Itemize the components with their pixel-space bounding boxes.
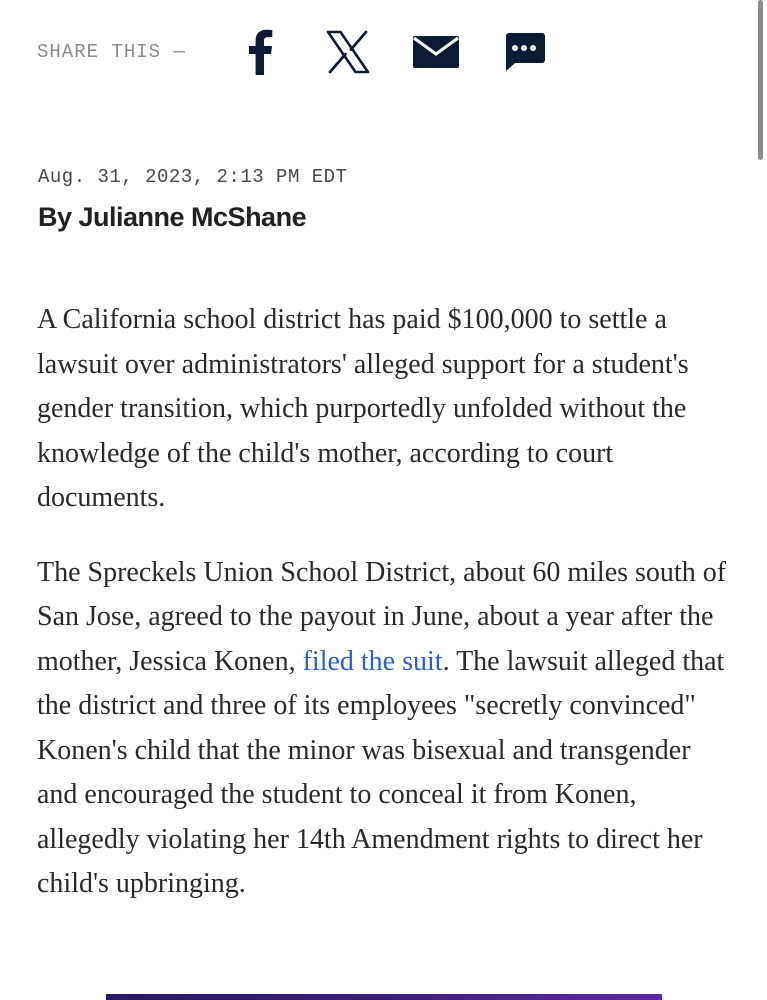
paragraph-text: . The lawsuit alleged that the district and three of its employees "secretly convinced" Konen's child that the minor was bisexual and transgender and encouraged the student to conceal it from Konen, allegedly violating her 14th Amendment rights to direct her child's upbringing.: [37, 645, 725, 899]
filed-the-suit-link[interactable]: filed the suit: [302, 645, 443, 677]
sms-icon[interactable]: [494, 22, 554, 82]
article-body: [37, 298, 737, 937]
x-icon[interactable]: [318, 22, 378, 82]
scrollbar[interactable]: [758, 0, 763, 160]
article-paragraph: A California school district has paid $100,000 to settle a lawsuit over administrators' alleged support for a student's gender transition, which purportedly unfolded without the knowledge of the child's mother, according to court documents.: [37, 304, 689, 513]
article-paragraph: [37, 551, 737, 907]
email-icon[interactable]: [406, 22, 466, 82]
share-bar: [37, 22, 582, 82]
article-dateline: Aug. 31, 2023, 2:13 PM EDT: [38, 166, 348, 188]
promo-banner-edge: [106, 994, 662, 1000]
facebook-icon[interactable]: [230, 22, 290, 82]
share-label: SHARE THIS —: [37, 41, 186, 63]
paragraph-text: The Spreckels Union School District, about 60 miles south of San Jose, agreed to the payout in June, about a year after the mother, Jessica Konen,: [37, 556, 727, 677]
article-byline: By Julianne McShane: [38, 202, 307, 232]
